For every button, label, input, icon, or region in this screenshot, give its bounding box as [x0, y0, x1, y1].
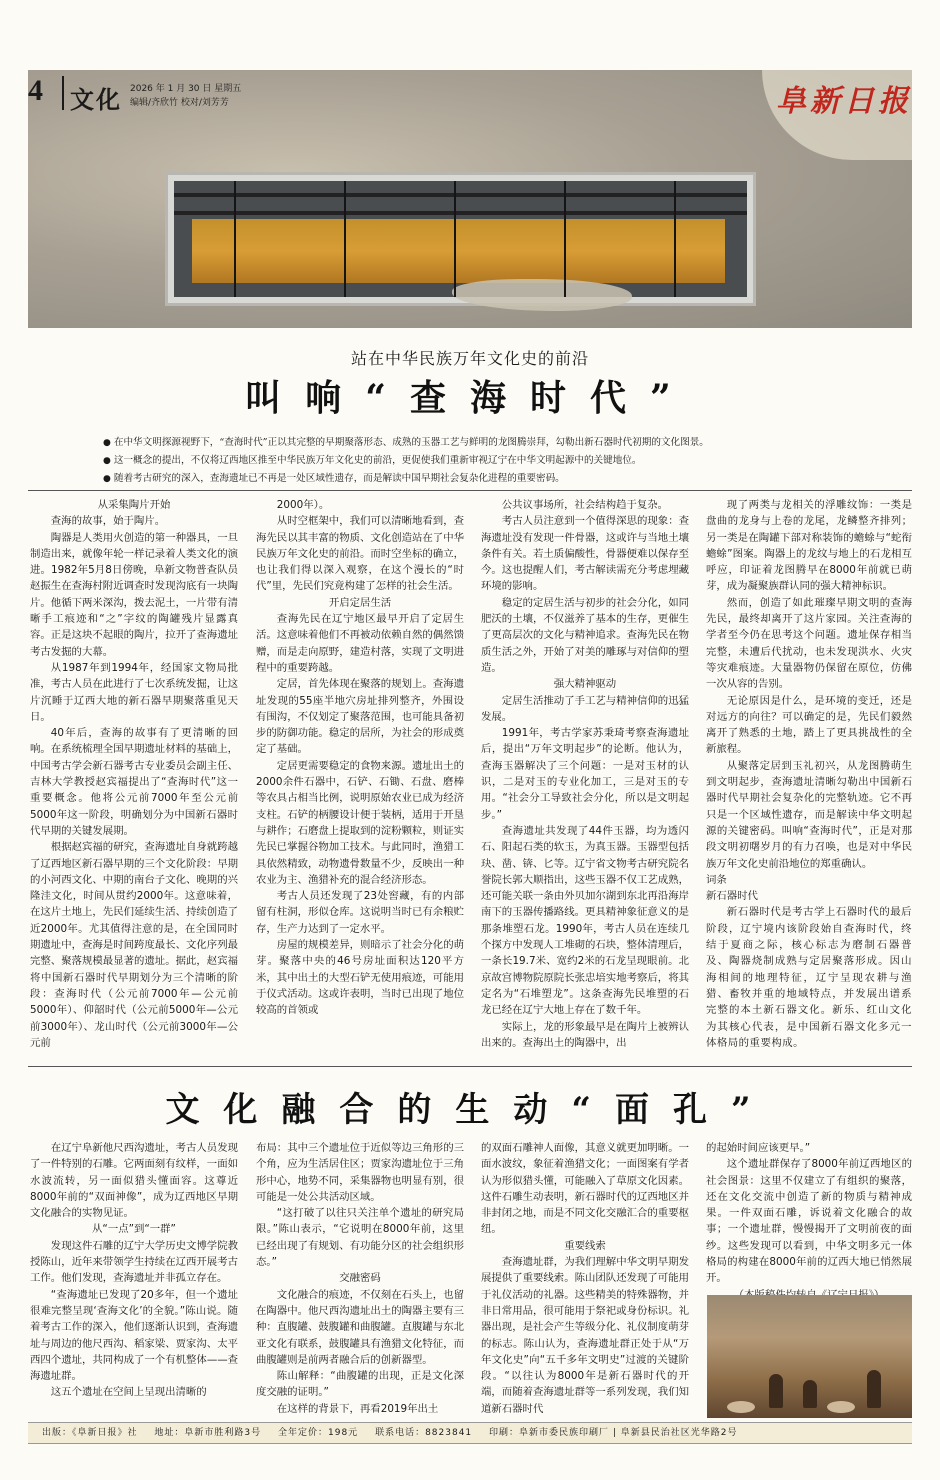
- newspaper-masthead: 阜新日报: [776, 84, 912, 119]
- paragraph: 在辽宁阜新他尺西沟遗址，考古人员发现了一件特别的石雕。它两面刻有纹样，一面如水波流转，另一面似猎头懂面容。这尊近8000年前的“双面神像”，成为辽西地区早期文化融合的实物见证。: [30, 1142, 238, 1220]
- subheading: 强大精神驱动: [553, 678, 617, 691]
- glossary-title: 词条: [706, 873, 727, 886]
- paragraph: 考古人员注意到一个值得深思的现象：查海遗址没有发现一件骨器，这或许与当地土壤条件有关。若土质偏酸性，骨器便难以保存至今。这也提醒人们，考古解读需充分考虑埋藏环境的影响。: [481, 515, 689, 593]
- section-name: 文化: [70, 85, 122, 114]
- paragraph: “这打破了以往只关注单个遗址的研究局限。”陈山表示，“它说明在8000年前，这里已经出现了有规划、有功能分区的社会组织形态。”: [256, 1207, 464, 1269]
- glossary-term: 新石器时代: [706, 890, 758, 903]
- date-line: 2026 年 1 月 30 日 星期五: [130, 84, 242, 94]
- section-rule: [28, 1066, 912, 1067]
- paragraph: 稳定的定居生活与初步的社会分化，如同肥沃的土壤，不仅滋养了基本的生存，更催生了更高层次的文化与精神追求。查海先民在物质生活之外，开始了对美的雕琢与对信仰的塑造。: [481, 596, 689, 674]
- article2-column-1: [30, 1140, 238, 1401]
- article-column-3: [481, 497, 689, 1051]
- railing-post: [234, 181, 236, 297]
- paragraph: 发现这件石雕的辽宁大学历史文博学院教授陈山，近年来带领学生持续在辽西开展考古工作。他们发现，查海遗址并非孤立存在。: [30, 1239, 238, 1285]
- paragraph: 房屋的规模差异，则暗示了社会分化的萌芽。聚落中央的46号房址面积达120平方米，其中出土的大型石铲无使用痕迹，可能用于仪式活动。这或许表明，当时已出现了地位较高的首领或: [256, 939, 464, 1017]
- subheading: 重要线索: [564, 1239, 606, 1252]
- article2-column-4: [706, 1140, 912, 1303]
- page-number: 4: [28, 74, 43, 107]
- editor-line: 编辑/齐欣竹 校对/刘芳芳: [130, 98, 229, 108]
- railing-top: [174, 193, 747, 197]
- subheading: 从采集陶片开始: [97, 499, 171, 511]
- paragraph: 这个遗址群保存了8000年前辽西地区的社会图景：这里不仅建立了有组织的聚落，还在文化交流中创造了新的物质与精神成果。一件双面石雕，诉说着文化融合的故事；一个遗址群，慢慢揭开了文明前夜的面纱。这些发现可以看到，中华文明多元一体格局的构建在8000年前的辽西大地已悄然展开。: [706, 1158, 912, 1285]
- ancient-life-scene-photo-icon: [707, 1295, 912, 1418]
- paragraph: 从1987年到1994年，经国家文物局批准，考古人员在此进行了七次系统发掘，让这片沉睡于辽西大地的新石器早期聚落重见天日。: [30, 661, 238, 723]
- section-rule: [28, 490, 912, 491]
- paragraph: 陈山解释：“曲腹罐的出现，正是文化深度交融的证明。”: [256, 1370, 464, 1399]
- paragraph: 的起始时间应该更早。”: [706, 1142, 811, 1154]
- paragraph: 1991年，考古学家苏秉琦考察查海遗址后，提出“万年文明起步”的论断。他认为，查海玉器解决了三个问题：一是对玉材的认识，二是对玉的专业化加工，三是对玉的专用。“社会分工导致社会分化，所以是文明起步。”: [481, 727, 689, 821]
- paragraph: 文化融合的痕迹，不仅刻在石头上，也留在陶器中。他尺西沟遗址出土的陶器主要有三种：直腹罐、鼓腹罐和曲腹罐。直腹罐与东北亚文化有联系，鼓腹罐具有渔猎文化特征，而曲腹罐则是前两者融合后的创新器型。: [256, 1288, 464, 1366]
- article-column-4: [706, 497, 912, 1051]
- paragraph: 陶器是人类用火创造的第一种器具，一旦制造出来，就像年轮一样记录着人类文化的演进。1982年5月8日傍晚，阜新文物普查队员赵振生在查海村附近调查时发现沟底有一块陶片。他循下两米深沟，拨去泥土，一片带有清晰手工痕迹和“之”字纹的陶罐残片显露真容。正是这块不起眼的陶片，拉开了查海遗址考古发掘的大幕。: [30, 531, 238, 658]
- paragraph: 查海的故事，始于陶片。: [50, 515, 166, 528]
- footer-publisher: 出版：《阜新日报》社: [42, 1428, 138, 1438]
- subheading: 从“一点”到“一群”: [92, 1223, 176, 1236]
- paragraph: 考古人员还发现了23处窖藏，有的内部留有柱洞，形似仓库。这说明当时已有余粮贮存，生产力达到了一定水平。: [256, 890, 464, 935]
- feature-subtitle: 站在中华民族万年文化史的前沿: [350, 349, 589, 368]
- paragraph: 从时空框架中，我们可以清晰地看到，查海先民以其丰富的物质、文化创造站在了中华民族万年文化史的前沿。而时空坐标的确立，也让我们得以深入观察，在这个漫长的“时代”里，先民们究竟构建了怎样的社会生活。: [256, 515, 464, 593]
- paragraph: 查海遗址共发现了44件玉器，均为透闪石、阳起石类的软玉，为真玉器。玉器型包括玦、凿、锛、匕等。辽宁省文物考古研究院名誉院长郭大顺指出，这些玉器不仅工艺成熟，还可能关联一条由外贝加尔湖到东北再沿海岸南下的玉器传播路线。更具精神象征意义的是那条堆塑石龙。1990年，考古人员在连续几个探方中发现人工堆砌的石块，整体清理后，一条长19.7米、宽约2米的石龙呈现眼前。北京故宫博物院原院长张忠培实地考察后，将其定名为“石堆塑龙”。这条查海先民堆塑的石龙已经在辽宁大地上存在了数千年。: [481, 824, 689, 1017]
- paragraph: 布局：其中三个遗址位于近似等边三角形的三个角，应为生活居住区；贾家沟遗址位于三角形中心，地势不同，采集器物也明显有别，很可能是一处公共活动区域。: [256, 1142, 464, 1203]
- paragraph: 在这样的背景下，再看2019年出土: [276, 1402, 439, 1415]
- railing-mid: [174, 211, 747, 215]
- railing-post: [454, 181, 456, 297]
- summary-bullet: ● 在中华文明探源视野下，“查海时代”正以其完整的早期聚落形态、成熟的玉器工艺与鲜明的龙图腾崇拜，勾勒出新石器时代初期的文化图景。: [103, 434, 883, 452]
- paragraph: 公共议事场所，社会结构趋于复杂。: [501, 499, 669, 511]
- paragraph: 然而，创造了如此璀璨早期文明的查海先民，最终却离开了这片家园。关注查海的学者至今仍在思考这个问题。遗址保存相当完整，未遭后代扰动，也未发现洪水、火灾等灾难痕迹。大量器物仍保留在原位，仿佛一次从容的告别。: [706, 596, 912, 691]
- footer-address: 地址：阜新市胜利路3号: [154, 1428, 262, 1438]
- paragraph: 的双面石雕神人面像，其意义就更加明晰。一面水波纹，象征着渔猎文化；一面图案有学者认为形似猎头懂，可能融入了草原文化因素。这件石雕生动表明，新石器时代的辽西地区并非封闭之地，而是不同文化交融汇合的重要枢纽。: [481, 1142, 689, 1236]
- article2-column-3: [481, 1140, 689, 1417]
- stone-prop: [727, 1401, 755, 1413]
- railing-post: [344, 181, 346, 297]
- paragraph: 查海先民在辽宁地区最早开启了定居生活。这意味着他们不再被动依赖自然的偶然馈赠，而是走向原野，建造村落，实现了文明进程中的重要跨越。: [256, 613, 464, 674]
- excavation-pit-icon: [168, 175, 753, 303]
- summary-bullets: [103, 434, 883, 488]
- paragraph: 查海遗址群，为我们理解中华文明早期发展提供了重要线索。陈山团队还发现了可能用于礼仪活动的礼器。这些精美的特殊器物，并非日常用品，很可能用于祭祀或身份标识。礼器出现，是社会产生等级分化、礼仪制度萌芽的标志。陈山认为，查海遗址群正处于从“万年文化史”向“五千多年文明史”过渡的关键阶段。“以往认为8000年是新石器时代的开端，而随着查海遗址群等一系列发现，我们知道新石器时代: [481, 1256, 689, 1415]
- paragraph: 现了两类与龙相关的浮雕纹饰：一类是盘曲的龙身与上卷的龙尾，龙鳞整齐排列；另一类是在陶罐下部对称装饰的蟾蜍与“蛇衔蟾蜍”图案。陶器上的龙纹与地上的石龙相互呼应，印证着龙图腾早在8000年前就已萌芽，成为凝聚族群认同的强大精神标识。: [706, 499, 912, 593]
- article-column-1: [30, 497, 238, 1051]
- railing-post: [674, 181, 676, 297]
- subheading: 开启定居生活: [328, 596, 392, 609]
- footer-price: 全年定价：198元: [278, 1428, 359, 1438]
- paragraph: 无论原因是什么，是环境的变迁，还是对远方的向往？可以确定的是，先民们毅然离开了熟悉的土地，踏上了更具挑战性的全新旅程。: [706, 694, 912, 756]
- footer-printer: 印刷：阜新市委民族印刷厂 | 阜新县民治社区光华路2号: [489, 1428, 738, 1438]
- figure: [803, 1380, 817, 1408]
- glossary-text: 新石器时代是考古学上石器时代的最后阶段，辽宁境内该阶段始自查海时代，终结于夏商之际，核心标志为磨制石器普及、陶器烧制成熟与定居聚落形成。因山海相间的地理特征，辽宁呈现农耕与渔猎、畜牧并重的地域特点，并发展出谱系完整的本土新石器文化。新乐、红山文化为其核心代表，是中国新石器文化多元一体格局的重要构成。: [706, 906, 912, 1049]
- subheading: 交融密码: [339, 1272, 381, 1285]
- paragraph: 根据赵宾福的研究，查海遗址自身就跨越了辽西地区新石器早期的三个文化阶段：早期的小河西文化、中期的南台子文化、晚期的兴隆洼文化，时间从贯约2000年。这意味着，在这片土地上，先民们延续生活、持续创造了近2000年。尤其值得注意的是，在全国同时期遗址中，查海是时间跨度最长、文化序列最完整、聚落规模最显著的遗址。据此，赵宾福将中国新石器时代早期划分为三个清晰的阶段：查海时代（公元前7000年—公元前5000年）、仰韶时代（公元前5000年—公元前3000年）、龙山时代（公元前3000年—公元前: [30, 841, 238, 1049]
- paragraph: 从聚落定居到玉礼初兴，从龙图腾萌生到文明起步，查海遗址清晰勾勒出中国新石器时代早期社会复杂化的完整轨迹。它不再只是一个区域性遗存，而是解读中华文明起源的关键密码。叫响“查海时代”，正是对那段文明初曙岁月的有力召唤，也是对中华民族万年文化史前沿地位的郑重确认。: [706, 759, 912, 870]
- paragraph: 2000年）。: [276, 499, 330, 511]
- feature2-headline: 文化融合的生动“面孔”: [165, 1090, 775, 1130]
- paragraph: 40年后，查海的故事有了更清晰的回响。在系统梳理全国早期遗址材料的基础上，中国考古学会新石器考古专业委员会副主任、吉林大学教授赵宾福提出了“查海时代”这一重要概念。他将公元前7000年至公元前5000年这一阶段，明确划分为中国新石器时代早期的关键发展期。: [30, 727, 238, 837]
- paragraph: “查海遗址已发现了20多年，但一个遗址很难完整呈现‘查海文化’的全貌。”陈山说。随着考古工作的深入，他们逐渐认识到，查海遗址与周边的他尺西沟、稻家梁、贾家沟、太平西四个遗址，共同构成了一个有机整体——查海遗址群。: [30, 1288, 238, 1383]
- stone-prop: [827, 1401, 855, 1413]
- summary-bullet: ● 随着考古研究的深入，查海遗址已不再是一处区域性遗存，而是解读中国早期社会复杂化进程的重要密码。: [103, 470, 883, 488]
- paragraph: 实际上，龙的形象最早是在陶片上被辨认出来的。查海出土的陶器中，出: [481, 1020, 689, 1049]
- summary-bullet: ● 这一概念的提出，不仅将辽西地区推至中华民族万年文化史的前沿，更促使我们重新审视辽宁在中华文明起源中的关键地位。: [103, 452, 883, 470]
- stone-dragon-remains: [452, 279, 632, 311]
- paragraph: 这五个遗址在空间上呈现出清晰的: [50, 1386, 207, 1399]
- article2-column-2: [256, 1140, 464, 1417]
- article-column-2: [256, 497, 464, 1019]
- paragraph: 定居生活推动了手工艺与精神信仰的迅猛发展。: [481, 694, 689, 723]
- paragraph: 定居更需要稳定的食物来源。遗址出土的2000余件石器中，石铲、石锄、石盘、磨棒等农具占相当比例，说明原始农业已成为经济支柱。石铲的柄腰设计便于装柄，适用于开垦与耕作；石磨盘上提取到的淀粉颗粒，则证实先民已掌握谷物加工技术。与此同时，渔猎工具依然精致，动物遗骨数量不少，反映出一种农业为主、渔猎补充的混合经济形态。: [256, 759, 464, 886]
- header-divider: [62, 76, 64, 110]
- pit-floor: [192, 219, 725, 283]
- paragraph: 定居，首先体现在聚落的规划上。查海遗址发现的55座半地穴房址排列整齐，外围设有围沟，不仅划定了聚落范围，也可能具备初步的防御功能。稳定的居所，为社会的形成奠定了基础。: [256, 678, 464, 756]
- feature-headline: 叫响“查海时代”: [245, 377, 695, 419]
- footer-phone: 联系电话：8823841: [375, 1428, 473, 1438]
- figure: [769, 1374, 783, 1408]
- figure: [867, 1370, 881, 1408]
- railing-post: [564, 181, 566, 297]
- footer-bar: [28, 1422, 912, 1444]
